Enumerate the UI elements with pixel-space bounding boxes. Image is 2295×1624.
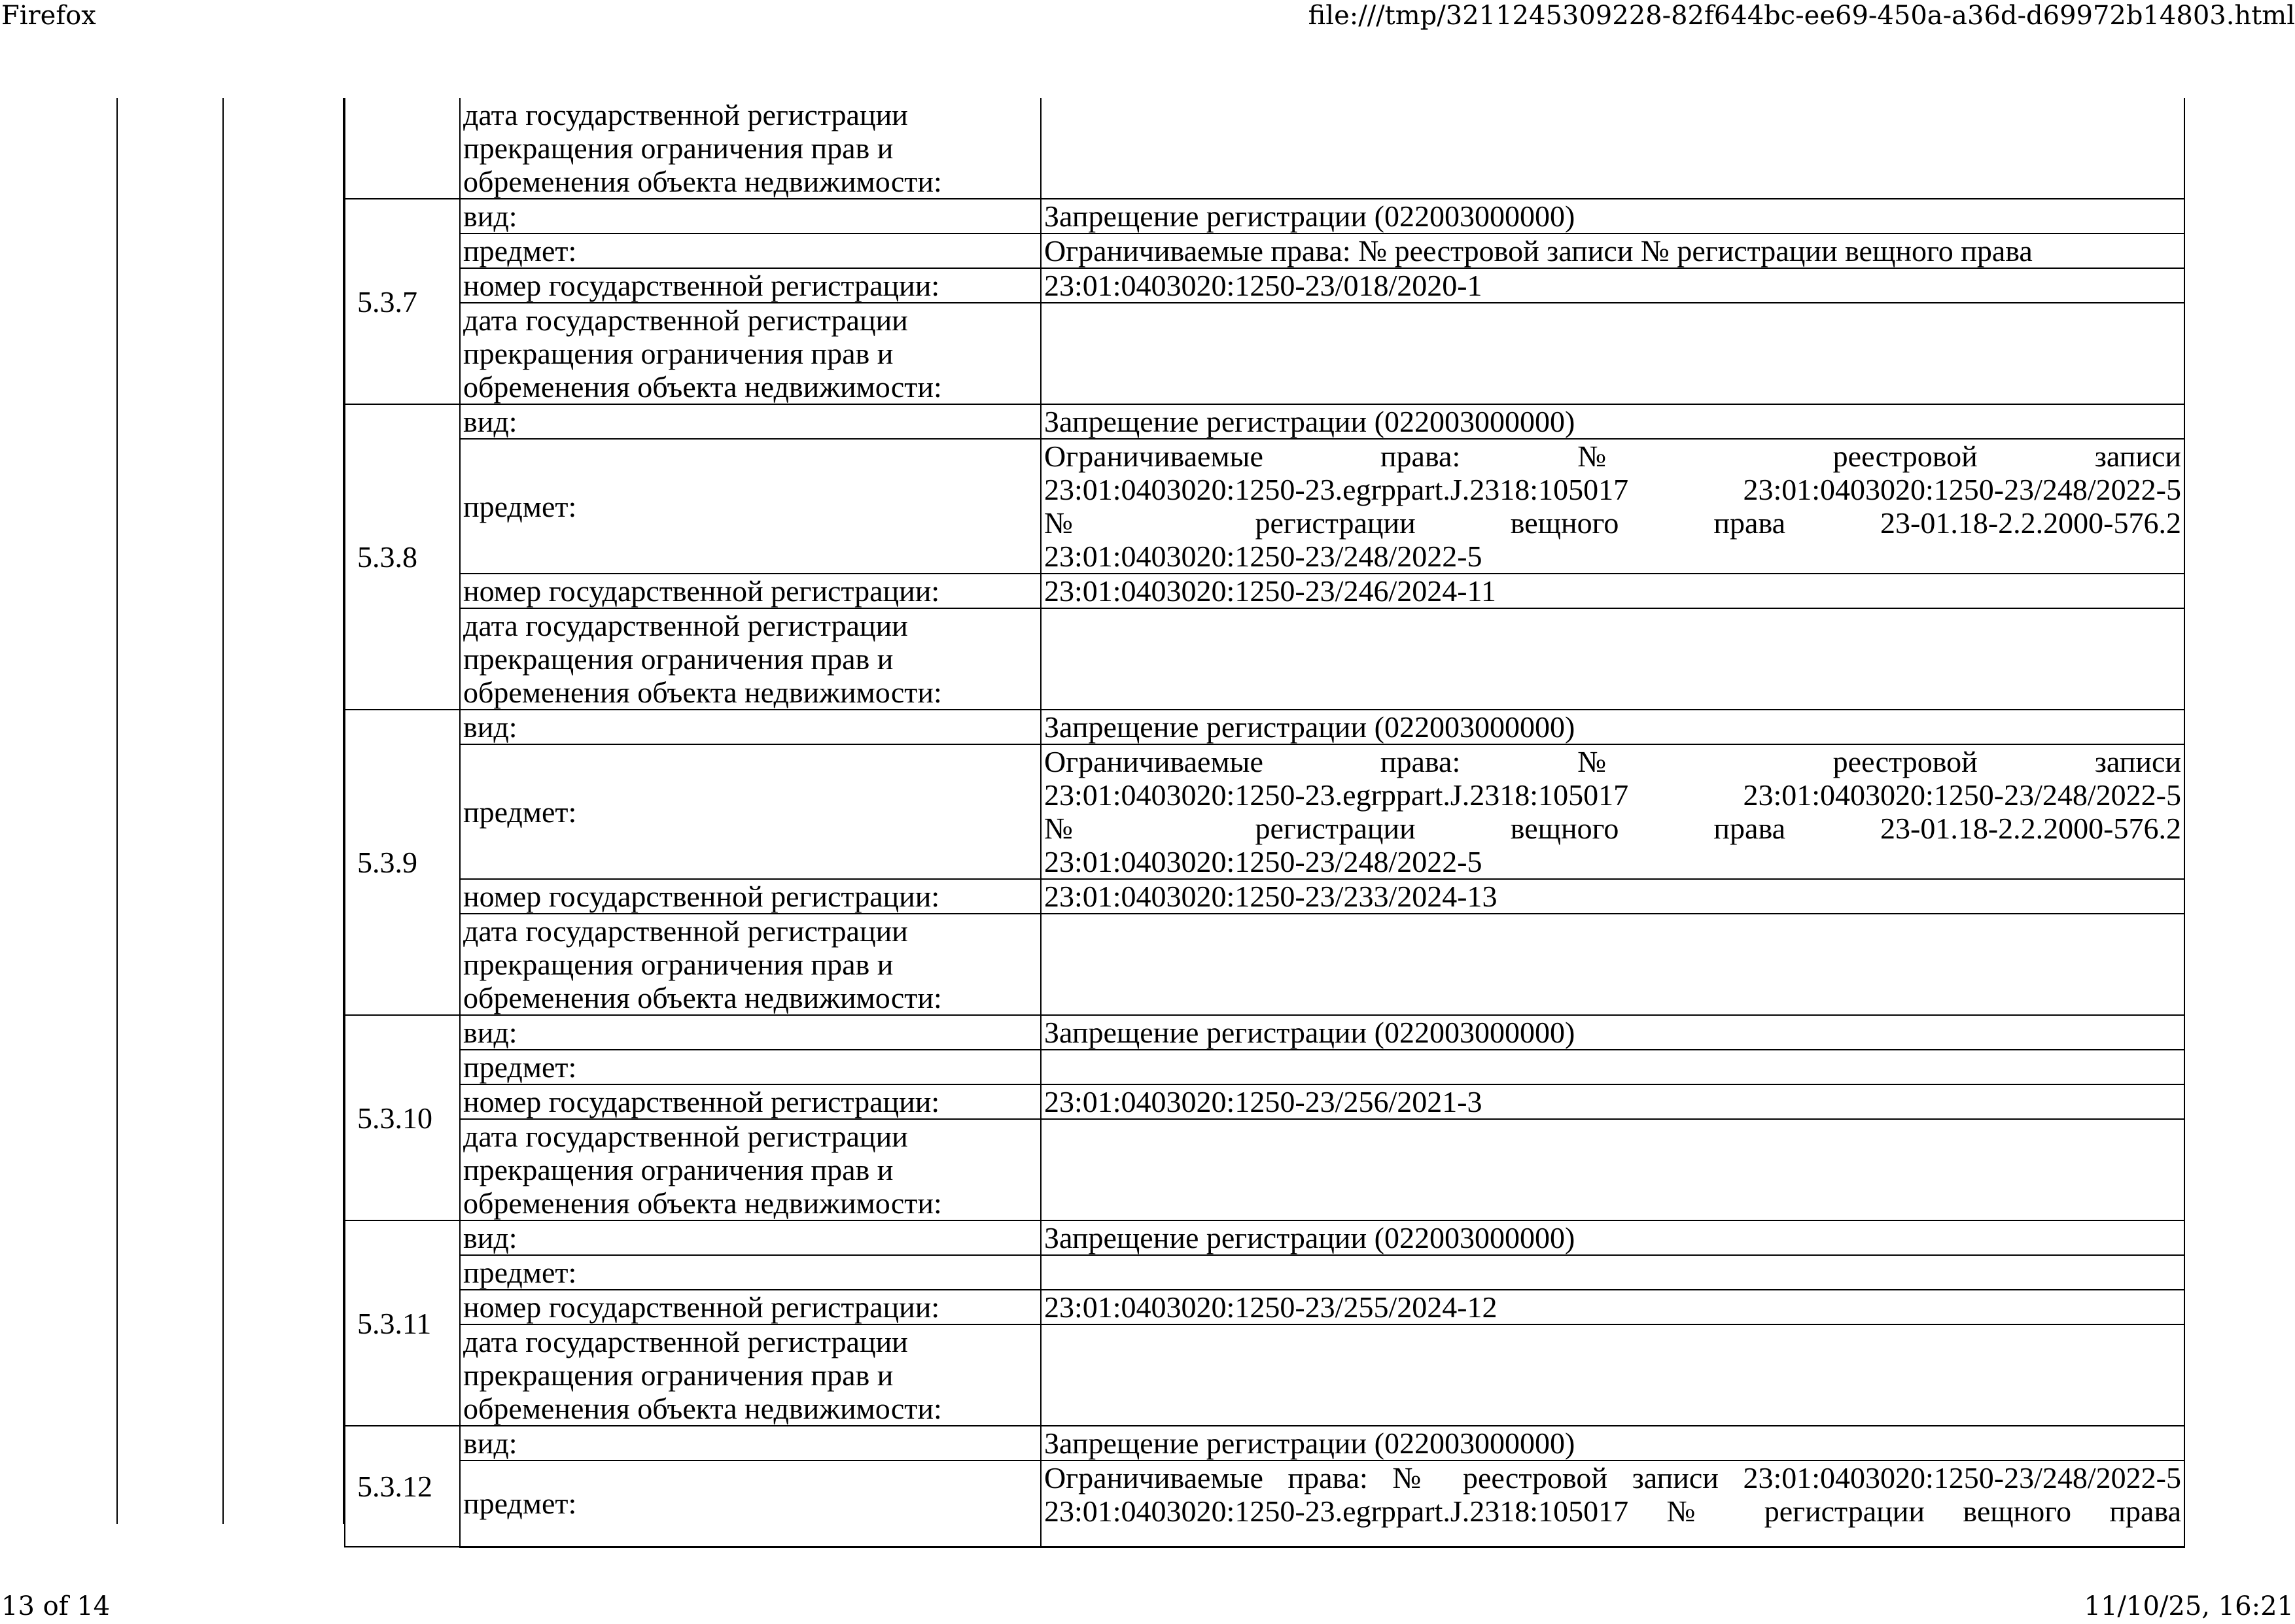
- table-row: [345, 1324, 2184, 1426]
- value-end-date: [1041, 1119, 2184, 1220]
- label-kind: вид:: [460, 1426, 1041, 1460]
- table-row: [345, 1290, 2184, 1324]
- table-row: [345, 1119, 2184, 1220]
- label-subject: предмет:: [460, 1460, 1041, 1547]
- value-end-date: [1041, 98, 2184, 199]
- table-row: [345, 233, 2184, 268]
- value-reg-number: 23:01:0403020:1250-23/255/2024-12: [1041, 1290, 2184, 1324]
- label-kind: вид:: [460, 1220, 1041, 1255]
- label-end-date: дата государственной регистрации прекращения ограничения прав и обременения объекта недвижимости:: [460, 608, 1041, 710]
- record-number-cell: [345, 98, 460, 199]
- table-row: [345, 744, 2184, 879]
- label-subject: предмет:: [460, 233, 1041, 268]
- label-subject: предмет:: [460, 1050, 1041, 1084]
- value-subject: Ограничиваемые права: № реестровой записи 23:01:0403020:1250-23.egrppart.J.2318:105017 23:01:0403020:1250-23/248/2022-5 № регистрации вещного права 23-01.18-2.2.2000-576.2 23:01:0403020:1250-23/248/2022-5: [1041, 439, 2184, 574]
- value-subject: [1041, 1255, 2184, 1290]
- table-row: [345, 879, 2184, 914]
- table-row: [345, 1050, 2184, 1084]
- label-kind: вид:: [460, 404, 1041, 439]
- label-end-date: дата государственной регистрации прекращения ограничения прав и обременения объекта недвижимости:: [460, 1324, 1041, 1426]
- table-row: [345, 710, 2184, 744]
- value-kind: Запрещение регистрации (022003000000): [1041, 710, 2184, 744]
- table-row: [345, 268, 2184, 303]
- print-datetime: 11/10/25, 16:21: [2084, 1591, 2294, 1621]
- value-reg-number: 23:01:0403020:1250-23/018/2020-1: [1041, 268, 2184, 303]
- label-subject: предмет:: [460, 744, 1041, 879]
- label-end-date: дата государственной регистрации прекращения ограничения прав и обременения объекта недвижимости:: [460, 1119, 1041, 1220]
- table-row: [345, 608, 2184, 710]
- table-column-divider: [222, 98, 224, 1524]
- value-kind: Запрещение регистрации (022003000000): [1041, 1426, 2184, 1460]
- value-kind: Запрещение регистрации (022003000000): [1041, 199, 2184, 233]
- record-number: 5.3.11: [345, 1220, 460, 1426]
- value-subject: Ограничиваемые права: № реестровой записи 23:01:0403020:1250-23.egrppart.J.2318:105017 23:01:0403020:1250-23/248/2022-5 № регистрации вещного права 23-01.18-2.2.2000-576.2 23:01:0403020:1250-23/248/2022-5: [1041, 744, 2184, 879]
- value-kind: Запрещение регистрации (022003000000): [1041, 1220, 2184, 1255]
- page-url: file:///tmp/3211245309228-82f644bc-ee69-450a-a36d-d69972b14803.html: [1308, 1, 2295, 31]
- table-row: [345, 1015, 2184, 1050]
- label-kind: вид:: [460, 1015, 1041, 1050]
- table-row: [345, 199, 2184, 233]
- label-reg-number: номер государственной регистрации:: [460, 268, 1041, 303]
- label-reg-number: номер государственной регистрации:: [460, 574, 1041, 608]
- label-end-date: дата государственной регистрации прекращения ограничения прав и обременения объекта недвижимости:: [460, 914, 1041, 1015]
- value-end-date: [1041, 608, 2184, 710]
- encumbrance-table: [344, 98, 2185, 1548]
- table-row: [345, 1084, 2184, 1119]
- page-counter: 13 of 14: [1, 1591, 111, 1621]
- value-subject: Ограничиваемые права: № реестровой записи № регистрации вещного права: [1041, 233, 2184, 268]
- label-end-date: дата государственной регистрации прекращения ограничения прав и обременения объекта недвижимости:: [460, 303, 1041, 404]
- table-row: [345, 1460, 2184, 1547]
- label-kind: вид:: [460, 710, 1041, 744]
- label-subject: предмет:: [460, 439, 1041, 574]
- label-reg-number: номер государственной регистрации:: [460, 1290, 1041, 1324]
- record-number: 5.3.12: [345, 1426, 460, 1547]
- table-row: [345, 574, 2184, 608]
- record-number: 5.3.8: [345, 404, 460, 710]
- record-number: 5.3.7: [345, 199, 460, 404]
- table-border-left: [116, 98, 118, 1524]
- table-row: [345, 914, 2184, 1015]
- table-row: [345, 303, 2184, 404]
- value-kind: Запрещение регистрации (022003000000): [1041, 404, 2184, 439]
- browser-app-name: Firefox: [1, 1, 96, 31]
- record-number: 5.3.9: [345, 710, 460, 1015]
- table-row: [345, 1220, 2184, 1255]
- label-kind: вид:: [460, 199, 1041, 233]
- table-row: [345, 404, 2184, 439]
- label-reg-number: номер государственной регистрации:: [460, 1084, 1041, 1119]
- label-subject: предмет:: [460, 1255, 1041, 1290]
- value-subject: Ограничиваемые права: № реестровой записи 23:01:0403020:1250-23/248/2022-5 23:01:0403020:1250-23.egrppart.J.2318:105017 № регистрации вещного права: [1041, 1460, 2184, 1547]
- value-kind: Запрещение регистрации (022003000000): [1041, 1015, 2184, 1050]
- value-reg-number: 23:01:0403020:1250-23/246/2024-11: [1041, 574, 2184, 608]
- label-reg-number: номер государственной регистрации:: [460, 879, 1041, 914]
- table-row: [345, 1426, 2184, 1460]
- value-reg-number: 23:01:0403020:1250-23/233/2024-13: [1041, 879, 2184, 914]
- record-number: 5.3.10: [345, 1015, 460, 1220]
- value-end-date: [1041, 914, 2184, 1015]
- value-reg-number: 23:01:0403020:1250-23/256/2021-3: [1041, 1084, 2184, 1119]
- table-row: [345, 1255, 2184, 1290]
- value-end-date: [1041, 1324, 2184, 1426]
- label-end-date: дата государственной регистрации прекращения ограничения прав и обременения объекта недвижимости:: [460, 98, 1041, 199]
- table-row: [345, 98, 2184, 199]
- table-row: [345, 439, 2184, 574]
- value-subject: [1041, 1050, 2184, 1084]
- value-end-date: [1041, 303, 2184, 404]
